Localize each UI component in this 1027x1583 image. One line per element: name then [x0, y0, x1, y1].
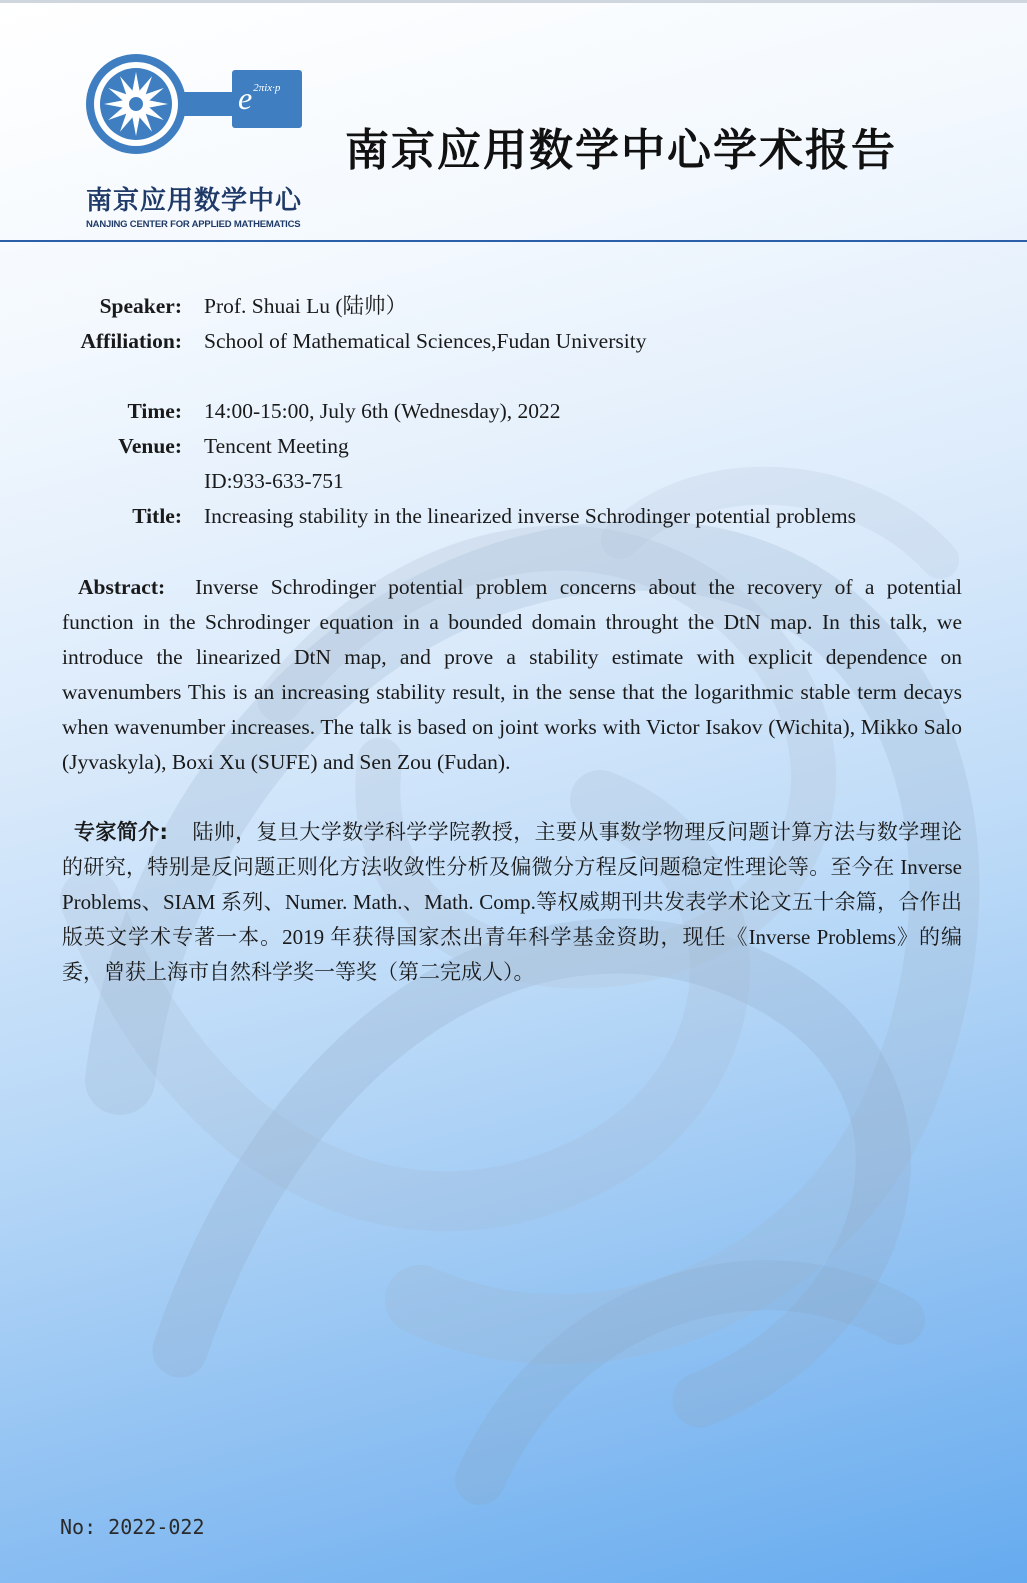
header-divider	[0, 240, 1027, 242]
abstract-text: Inverse Schrodinger potential problem concerns about the recovery of a potential function in the Schrodinger equation in a bounded domain throught the DtN map. In this talk, we introduce the linearized DtN map, and prove a stability estimate with explicit dependence on wavenumbers This is an increasing stability result, in the sense that the logarithmic stable term decays when wavenumber increases. The talk is based on joint works with Victor Isakov (Wichita), Mikko Salo (Jyvaskyla), Boxi Xu (SUFE) and Sen Zou (Fudan).	[62, 575, 962, 774]
meeting-id: ID:933-633-751	[204, 469, 344, 493]
affiliation-value: School of Mathematical Sciences,Fudan University	[204, 329, 647, 353]
sculpture-band	[180, 946, 883, 1400]
top-border	[0, 0, 1027, 3]
logo-chinese-name: 南京应用数学中心	[86, 186, 303, 216]
time-value: 14:00-15:00, July 6th (Wednesday), 2022	[204, 399, 561, 423]
time-label: Time:	[127, 399, 182, 423]
speaker-value: Prof. Shuai Lu (陆帅）	[204, 294, 408, 318]
logo-formula: $e^{2\pi ix\cdot p}$	[238, 80, 281, 116]
venue-label: Venue:	[118, 434, 182, 458]
title-label: Title:	[132, 504, 182, 528]
logo-english-name: NANJING CENTER FOR APPLIED MATHEMATICS	[86, 219, 301, 230]
venue-value: Tencent Meeting	[204, 434, 349, 458]
report-number: No: 2022-022	[60, 1515, 205, 1539]
abstract-paragraph	[62, 570, 962, 780]
speaker-label: Speaker:	[99, 294, 182, 318]
bio-text: 陆帅，复旦大学数学科学学院教授，主要从事数学物理反问题计算方法与数学理论的研究，特别是反问题正则化方法收敛性分析及偏微分方程反问题稳定性理论等。至今在 Inverse Problems、SIAM 系列、Numer. Math.、Math. Comp.等权威期刊共发表学术论文五十余篇，合作出版英文学术专著一本。2019 年获得国家杰出青年科学基金资助，现任《Inverse Problems》的编委，曾获上海市自然科学奖一等奖（第二完成人）。	[62, 820, 962, 984]
abstract-label: Abstract:	[78, 575, 166, 599]
bio-paragraph	[62, 815, 962, 990]
bio-label: 专家简介:	[74, 820, 168, 844]
sculpture-band	[480, 1285, 900, 1480]
affiliation-label: Affiliation:	[80, 329, 182, 353]
page-title: 南京应用数学中心学术报告	[345, 125, 897, 176]
talk-title: Increasing stability in the linearized inverse Schrodinger potential problems	[204, 504, 856, 528]
